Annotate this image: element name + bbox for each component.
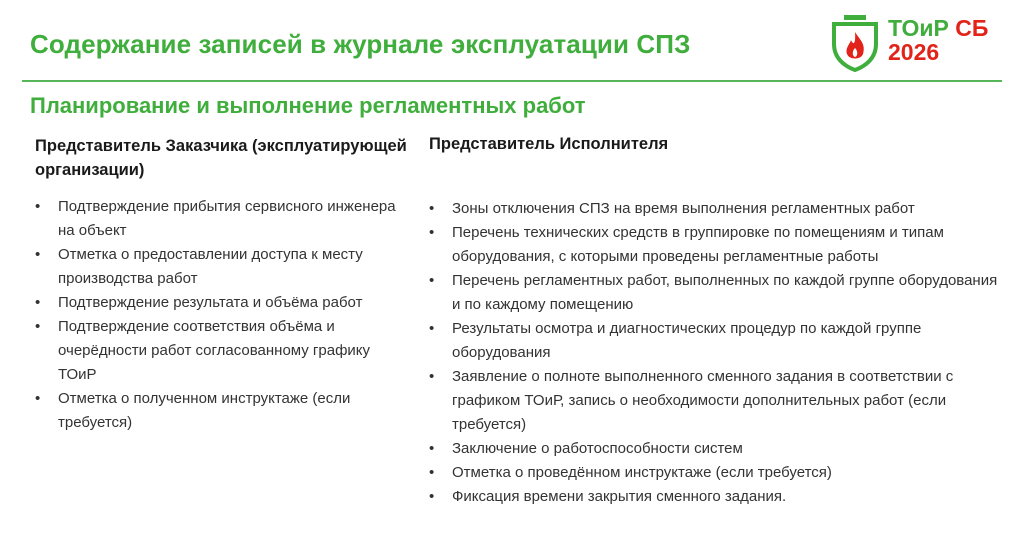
list-item: • Перечень регламентных работ, выполненных по каждой группе оборудования и по каждому помещению xyxy=(429,269,1009,317)
list-item: • Результаты осмотра и диагностических процедур по каждой группе оборудования xyxy=(429,317,1009,365)
flame-shield-icon xyxy=(830,14,880,72)
slide-title: Содержание записей в журнале эксплуатации СПЗ xyxy=(30,29,691,59)
contractor-column-heading: Представитель Исполнителя xyxy=(429,135,669,153)
list-item: • Перечень технических средств в группировке по помещениям и типам оборудования, с которыми проведены регламентные работы xyxy=(429,221,1009,269)
logo-text-toir: ТОиР xyxy=(888,15,949,41)
list-item: • Отметка о проведённом инструктаже (если требуется) xyxy=(429,461,1009,485)
list-item: • Зоны отключения СПЗ на время выполнения регламентных работ xyxy=(429,197,1009,221)
customer-column-heading: Представитель Заказчика (эксплуатирующей организации) xyxy=(35,137,407,179)
logo-text-year: 2026 xyxy=(888,39,940,65)
list-item: • Подтверждение результата и объёма работ xyxy=(35,291,405,315)
contractor-list xyxy=(429,197,1009,509)
list-item: • Заключение о работоспособности систем xyxy=(429,437,1009,461)
customer-list xyxy=(35,195,405,435)
logo xyxy=(830,12,1020,74)
list-item: • Подтверждение прибытия сервисного инженера на объект xyxy=(35,195,405,243)
list-item: • Фиксация времени закрытия сменного задания. xyxy=(429,485,1009,509)
title-divider xyxy=(22,80,1002,82)
list-item: • Отметка о полученном инструктаже (если требуется) xyxy=(35,387,405,435)
slide-subtitle: Планирование и выполнение регламентных работ xyxy=(30,93,586,118)
list-item: • Заявление о полноте выполненного сменного задания в соответствии с графиком ТОиР, запись о необходимости дополнительных работ (если требуется) xyxy=(429,365,1009,437)
list-item: • Подтверждение соответствия объёма и очерёдности работ согласованному графику ТОиР xyxy=(35,315,405,387)
list-item: • Отметка о предоставлении доступа к месту производства работ xyxy=(35,243,405,291)
logo-text-sb: СБ xyxy=(955,15,989,41)
